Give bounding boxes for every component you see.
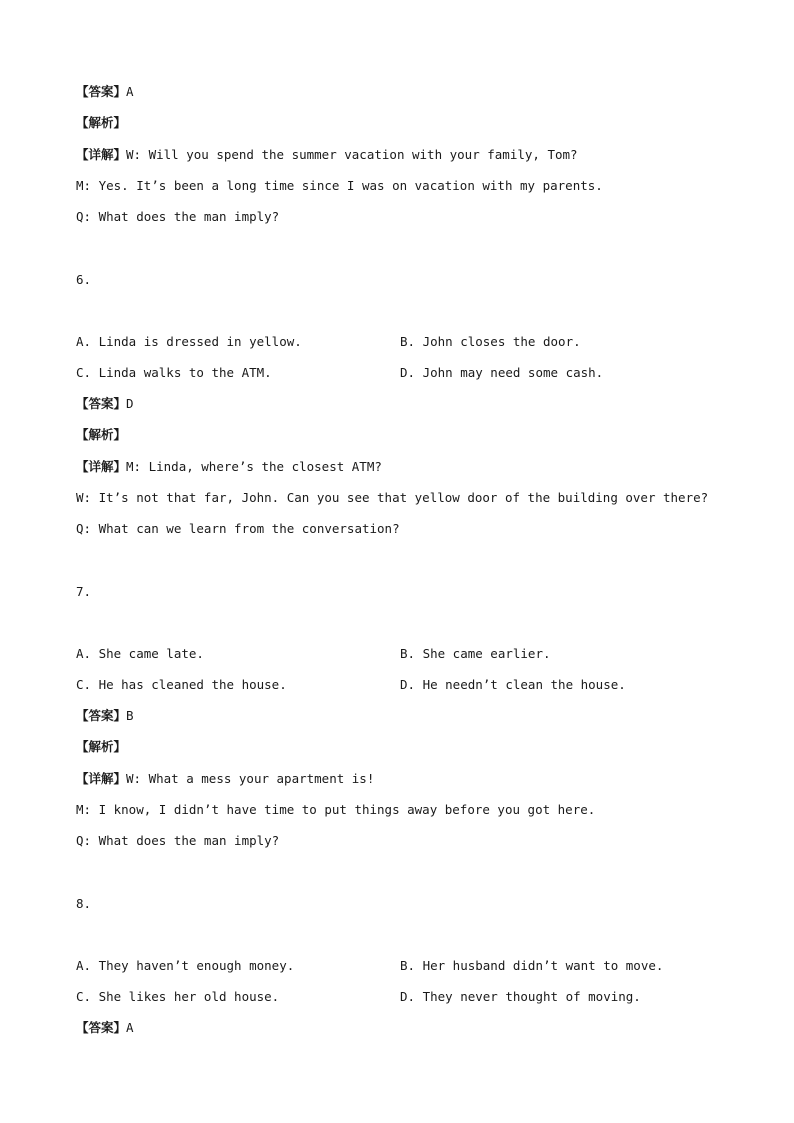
answer-label: 【答案】 [76,1020,127,1035]
detail-label: 【详解】 [76,147,127,162]
question-number: 6. [76,272,92,287]
answer-label: 【答案】 [76,396,127,411]
question-number: 8. [76,896,92,911]
option-c: C. She likes her old house. [76,989,280,1004]
detail-line [76,147,578,163]
transcript-line: W: Will you spend the summer vacation with your family, Tom? [126,147,578,162]
answer-value: D [126,396,134,411]
answer-line [76,84,134,100]
option-d: D. They never thought of moving. [400,989,641,1004]
answer-value: A [126,84,134,99]
option-b: B. She came earlier. [400,646,551,661]
option-b: B. Her husband didn’t want to move. [400,958,664,973]
question-number: 7. [76,584,92,599]
answer-line [76,708,134,724]
transcript-line: M: Linda, where’s the closest ATM? [126,459,382,474]
option-a: A. They haven’t enough money. [76,958,295,973]
detail-label: 【详解】 [76,771,127,786]
transcript-line: M: Yes. It’s been a long time since I was on vacation with my parents. [76,178,603,193]
answer-value: A [126,1020,134,1035]
transcript-line: Q: What can we learn from the conversation? [76,521,400,536]
answer-label: 【答案】 [76,708,127,723]
detail-label: 【详解】 [76,459,127,474]
detail-line [76,459,382,475]
transcript-line: M: I know, I didn’t have time to put things away before you got here. [76,802,596,817]
detail-line [76,771,374,787]
transcript-line: W: What a mess your apartment is! [126,771,375,786]
option-a: A. Linda is dressed in yellow. [76,334,302,349]
option-b: B. John closes the door. [400,334,581,349]
option-c: C. Linda walks to the ATM. [76,365,272,380]
option-d: D. He needn’t clean the house. [400,677,626,692]
analysis-heading: 【解析】 [76,115,127,130]
option-c: C. He has cleaned the house. [76,677,287,692]
analysis-heading: 【解析】 [76,739,127,754]
transcript-line: Q: What does the man imply? [76,209,280,224]
answer-label: 【答案】 [76,84,127,99]
answer-line [76,1020,134,1036]
option-a: A. She came late. [76,646,204,661]
transcript-line: W: It’s not that far, John. Can you see that yellow door of the building over there? [76,490,709,505]
answer-line [76,396,134,412]
option-d: D. John may need some cash. [400,365,604,380]
transcript-line: Q: What does the man imply? [76,833,280,848]
analysis-heading: 【解析】 [76,427,127,442]
answer-value: B [126,708,134,723]
